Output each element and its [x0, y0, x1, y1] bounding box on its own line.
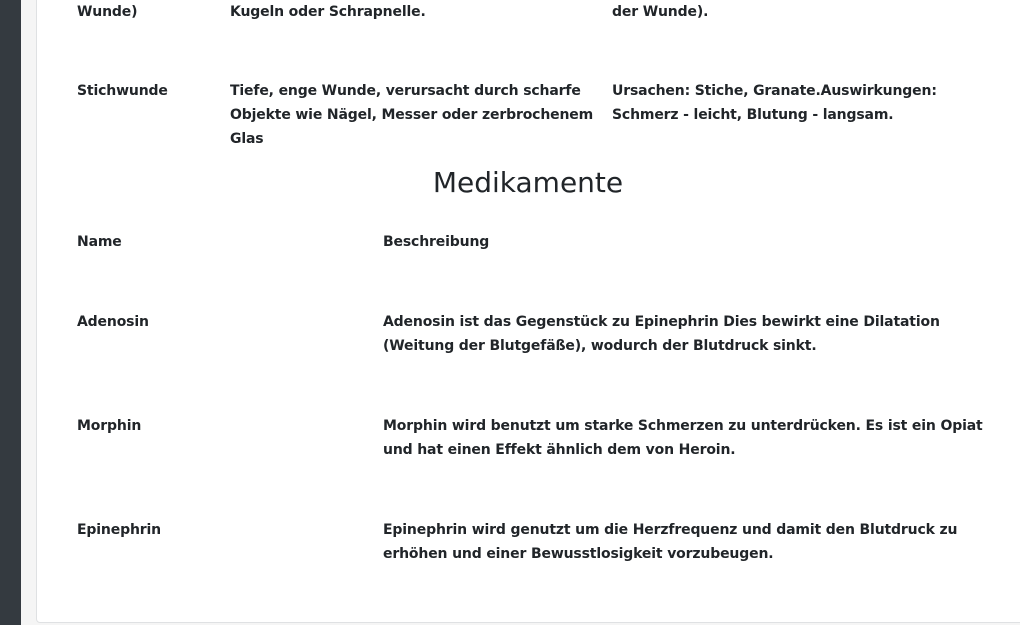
medikament-name-cell: Epinephrin [77, 522, 162, 538]
wunde-beschreibung-cell: Kugeln oder Schrapnelle. [230, 4, 426, 20]
wunde-beschreibung-cell: Tiefe, enge Wunde, verursacht durch scharfe Objekte wie Nägel, Messer oder zerbrochenem Glas [230, 83, 594, 147]
header-name: Name [77, 234, 122, 250]
wunde-details-cell: der Wunde). [612, 4, 709, 20]
medikament-name-cell: Morphin [77, 418, 142, 434]
medikament-beschreibung-cell: Morphin wird benutzt um starke Schmerzen zu unterdrücken. Es ist ein Opiat und hat einen Effekt ähnlich dem von Heroin. [383, 418, 983, 458]
wunde-details-cell: Ursachen: Stiche, Granate.Auswirkungen: Schmerz - leicht, Blutung - langsam. [612, 83, 937, 123]
wunde-name-cell: Wunde) [77, 4, 138, 20]
medikament-beschreibung-cell: Adenosin ist das Gegenstück zu Epinephrin Dies bewirkt eine Dilatation (Weitung der Blutgefäße), wodurch der Blutdruck sinkt. [383, 314, 940, 354]
medikament-name-cell: Adenosin [77, 314, 149, 330]
header-beschreibung: Beschreibung [383, 234, 490, 250]
medikament-beschreibung-cell: Epinephrin wird genutzt um die Herzfrequenz und damit den Blutdruck zu erhöhen und einer Bewusstlosigkeit vorzubeugen. [383, 522, 958, 562]
medikamente-heading: Medikamente [432, 166, 624, 199]
sidebar-edge [0, 0, 21, 625]
wunde-name-cell: Stichwunde [77, 83, 168, 99]
